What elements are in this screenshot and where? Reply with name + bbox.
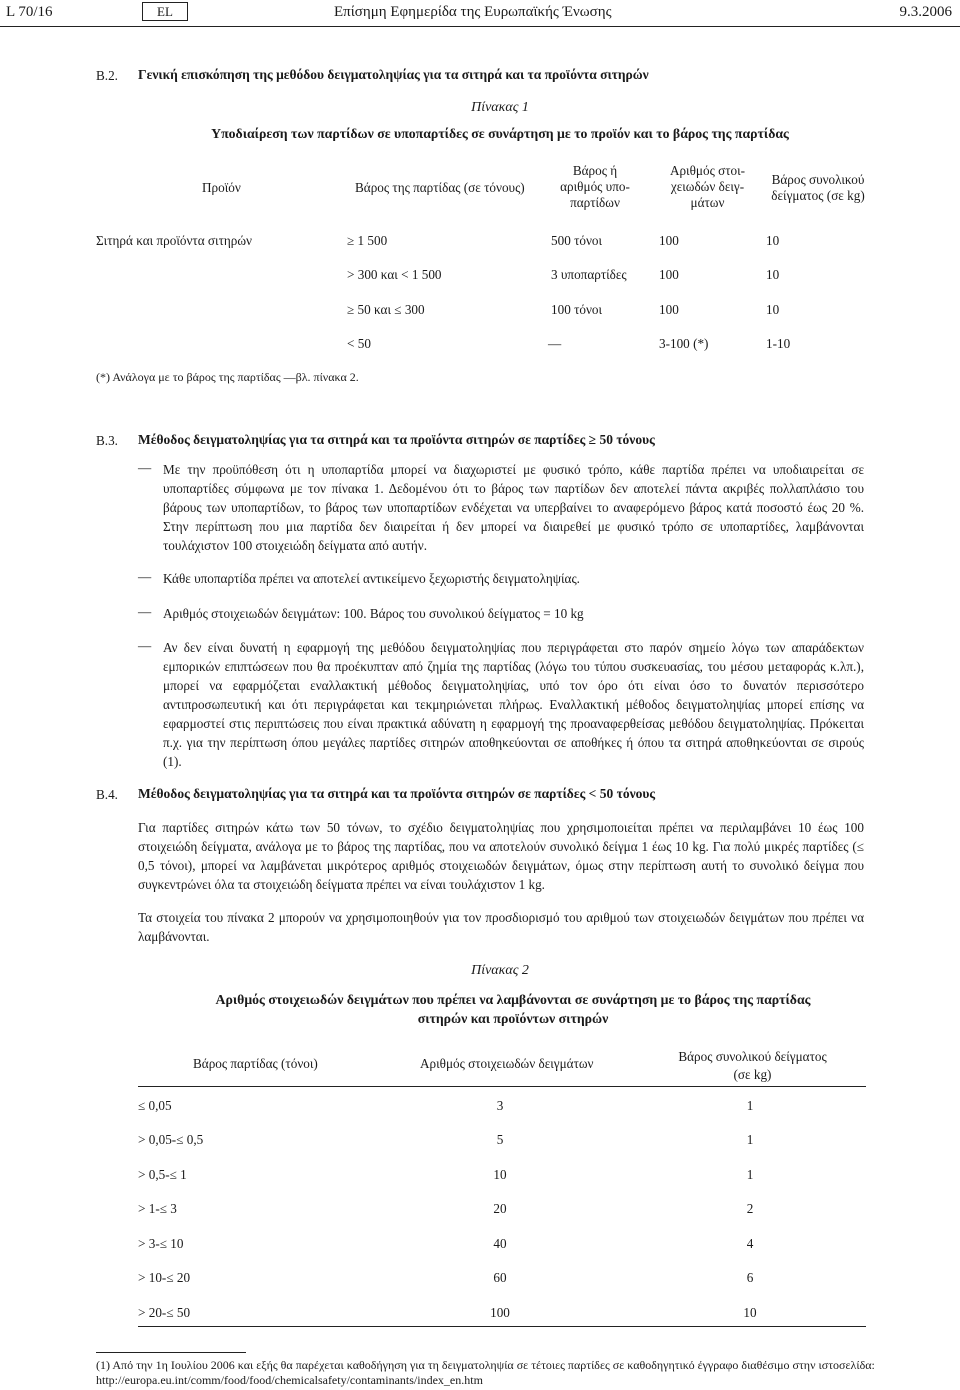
section-b3-number: B.3. — [96, 433, 118, 448]
table2-weight: > 0,05-≤ 0,5 — [138, 1132, 204, 1147]
table2-aggregate: 1 — [746, 1098, 754, 1113]
table2-header-rule — [138, 1086, 866, 1087]
table2-header-aggregate: Βάρος συνολικού δείγματος (σε kg) — [678, 1049, 827, 1082]
table1-product: Σιτηρά και προϊόντα σιτηρών — [96, 233, 253, 248]
page-header — [6, 4, 952, 26]
table1-note: (*) Ανάλογα με το βάρος της παρτίδας —βλ. πίνακα 2. — [96, 370, 359, 384]
table2-aggregate: 6 — [746, 1270, 754, 1285]
footnote-text: Από την 1η Ιουλίου 2006 και εξής θα παρέχεται καθοδήγηση για τη δειγματοληψία σε τέτοιες παρτίδες σε καθοδηγητικό έγγραφο διαθέσιμο στην ιστοσελίδα: http://europa.eu.int/comm/food/food/chemicalsafety/contaminants/index_en.htm — [96, 1358, 875, 1387]
journal-title: Επίσημη Εφημερίδα της Ευρωπαϊκής Ένωσης — [334, 4, 612, 20]
list-dash: — — [138, 604, 152, 619]
table1-aggregate: 1-10 — [766, 336, 791, 351]
footnote-mark: (1) — [96, 1358, 110, 1372]
table2-count: 10 — [493, 1167, 507, 1182]
header-divider — [0, 26, 960, 27]
table1-count: 100 — [659, 267, 679, 282]
publication-date: 9.3.2006 — [899, 4, 952, 20]
section-b4-paragraph-1: Για παρτίδες σιτηρών κάτω των 50 τόνων, το σχέδιο δειγματοληψίας που χρησιμοποιείται πρέπει να περιλαμβάνει 10 έως 100 στοιχειώδη δείγματα, ανάλογα με το βάρος της παρτίδας, που να αποτελούν συνολικό δείγμα 1 έως 10 kg. Για πολύ μικρές παρτίδες (≤ 0,5 τόνοι), μπορεί να λαμβάνεται μικρότερος αριθμός στοιχειωδών δειγμάτων, όμως στην περίπτωση αυτή το συνολικό δείγμα που συγκεντρώνει όλα τα στοιχειώδη δείγματα πρέπει να είναι τουλάχιστον 1 kg. — [138, 820, 864, 892]
table2-count: 40 — [493, 1236, 507, 1251]
section-b3-title: Μέθοδος δειγματοληψίας για τα σιτηρά και τα προϊόντα σιτηρών σε παρτίδες ≥ 50 τόνους — [138, 432, 655, 447]
section-b4-title: Μέθοδος δειγματοληψίας για τα σιτηρά και τα προϊόντα σιτηρών σε παρτίδες < 50 τόνους — [138, 786, 656, 801]
table1-aggregate: 10 — [766, 267, 780, 282]
table2-count: 3 — [496, 1098, 504, 1113]
table2-aggregate: 4 — [746, 1236, 754, 1251]
footnote — [96, 1358, 896, 1388]
table1-count: 100 — [659, 233, 679, 248]
table1-count: 3-100 (*) — [659, 336, 709, 351]
section-b2-title: Γενική επισκόπηση της μεθόδου δειγματοληψίας για τα σιτηρά και τα προϊόντα σιτηρών — [138, 67, 649, 82]
table1-weight: ≥ 50 και ≤ 300 — [347, 302, 425, 317]
list-dash: — — [138, 460, 152, 475]
table1-subweight: — — [548, 336, 562, 351]
table1-subweight: 3 υποπαρτίδες — [551, 267, 627, 282]
table1-weight: ≥ 1 500 — [347, 233, 388, 248]
table2-aggregate: 2 — [746, 1201, 754, 1216]
table1-subweight: 100 τόνοι — [551, 302, 603, 317]
table2-count: 5 — [496, 1132, 504, 1147]
table1-subweight: 500 τόνοι — [551, 233, 603, 248]
table2-header-count: Αριθμός στοιχειωδών δειγμάτων — [420, 1056, 594, 1071]
table2-count: 60 — [493, 1270, 507, 1285]
table1-header-weight: Βάρος της παρτίδας (σε τόνους) — [355, 180, 525, 195]
table1-header-aggregate: Βάρος συνολικού δείγματος (σε kg) — [771, 172, 865, 203]
table1-weight: > 300 και < 1 500 — [347, 267, 442, 282]
list-dash: — — [138, 569, 152, 584]
section-b2-number: B.2. — [96, 68, 118, 83]
table1-aggregate: 10 — [766, 302, 780, 317]
table1-count: 100 — [659, 302, 679, 317]
table2-weight: > 20-≤ 50 — [138, 1305, 191, 1320]
table2-weight: > 3-≤ 10 — [138, 1236, 184, 1251]
table1-aggregate: 10 — [766, 233, 780, 248]
table2-title: Αριθμός στοιχειωδών δειγμάτων που πρέπει να λαμβάνονται σε συνάρτηση με το βάρος της παρτίδας σιτηρών και προϊόντων σιτηρών — [215, 992, 811, 1026]
table2-weight: > 0,5-≤ 1 — [138, 1167, 187, 1182]
table2-bottom-rule — [138, 1326, 866, 1327]
language-code: EL — [142, 2, 188, 21]
table2-weight: > 10-≤ 20 — [138, 1270, 191, 1285]
list-item: Αν δεν είναι δυνατή η εφαρμογή της μεθόδου δειγματοληψίας που περιγράφεται στο παρόν σημείο λόγω των απαράδεκτων εμπορικών επιπτώσεων που θα προέκυπταν από ζημία της παρτίδας (λόγω του τύπου συσκευασίας, του μέσου μεταφοράς κ.λπ.), μπορεί να εφαρμόζεται εναλλακτική μέθοδος δειγματοληψίας, υπό τον όρο ότι είναι όσο το δυνατόν περισσότερο αντιπροσωπευτική και ότι περιγράφεται και τεκμηριώνεται πλήρως. Εναλλακτική μέθοδος δειγματοληψίας μπορεί επίσης να εφαρμοστεί στις περιπτώσεις που είναι πρακτικά αδύνατη η εφαρμογή της προαναφερθείσας μεθόδου δειγματοληψίας. Πρόκειται π.χ. για την περίπτωση όπου μεγάλες παρτίδες σιτηρών αποθηκεύονται σε αποθήκες ή όπου τα σιτηρά αποθηκεύονται σε σιρούς (1). — [163, 640, 864, 769]
list-dash: — — [138, 638, 152, 653]
table2-header-weight: Βάρος παρτίδας (τόνοι) — [193, 1056, 318, 1071]
table1-header-product: Προϊόν — [202, 180, 241, 195]
table1-weight: < 50 — [347, 336, 371, 351]
table2-count: 20 — [493, 1201, 507, 1216]
table2-weight: > 1-≤ 3 — [138, 1201, 177, 1216]
footnote-divider — [96, 1352, 246, 1353]
table2-label: Πίνακας 2 — [471, 963, 529, 978]
table2-weight: ≤ 0,05 — [138, 1098, 172, 1113]
section-b4-number: B.4. — [96, 787, 118, 802]
section-b4-paragraph-2: Τα στοιχεία του πίνακα 2 μπορούν να χρησιμοποιηθούν για τον προσδιορισμό του αριθμού των στοιχειωδών δειγμάτων που πρέπει να λαμβάνονται. — [138, 910, 864, 944]
list-item: Αριθμός στοιχειωδών δειγμάτων: 100. Βάρος του συνολικού δείγματος = 10 kg — [163, 606, 584, 621]
table2-aggregate: 1 — [746, 1167, 754, 1182]
table2-aggregate: 10 — [743, 1305, 757, 1320]
page-number: L 70/16 — [6, 4, 53, 20]
table2-aggregate: 1 — [746, 1132, 754, 1147]
table2-count: 100 — [490, 1305, 510, 1320]
list-item: Με την προϋπόθεση ότι η υποπαρτίδα μπορεί να διαχωριστεί με φυσικό τρόπο, κάθε παρτίδα πρέπει να υποδιαιρείται σε υποπαρτίδες σύμφωνα με τον πίνακα 1. Δεδομένου ότι το βάρος των παρτίδων δεν αποτελεί πάντα ακριβές πολλαπλάσιο του βάρους των υποπαρτίδων, το βάρος των υποπαρτίδων ενδέχεται να υπερβαίνει το αναφερόμενο βάρος κατά ποσοστό έως 20 %. Στην περίπτωση που μια παρτίδα δεν διαιρείται ή δεν μπορεί να διαιρεθεί με φυσικό τρόπο σε υποπαρτίδες, λαμβάνονται τουλάχιστον 100 στοιχειώδη δείγματα από αυτήν. — [163, 462, 864, 553]
table1-label: Πίνακας 1 — [471, 100, 529, 115]
table1-header-subweight: Βάρος ή αριθμός υπο- παρτίδων — [560, 163, 630, 210]
list-item: Κάθε υποπαρτίδα πρέπει να αποτελεί αντικείμενο ξεχωριστής δειγματοληψίας. — [163, 571, 580, 586]
table1-header-count: Αριθμός στοι- χειωδών δειγ- μάτων — [669, 163, 746, 210]
table1-title: Υποδιαίρεση των παρτίδων σε υποπαρτίδες σε συνάρτηση με το προϊόν και το βάρος της παρτίδας — [211, 126, 789, 141]
